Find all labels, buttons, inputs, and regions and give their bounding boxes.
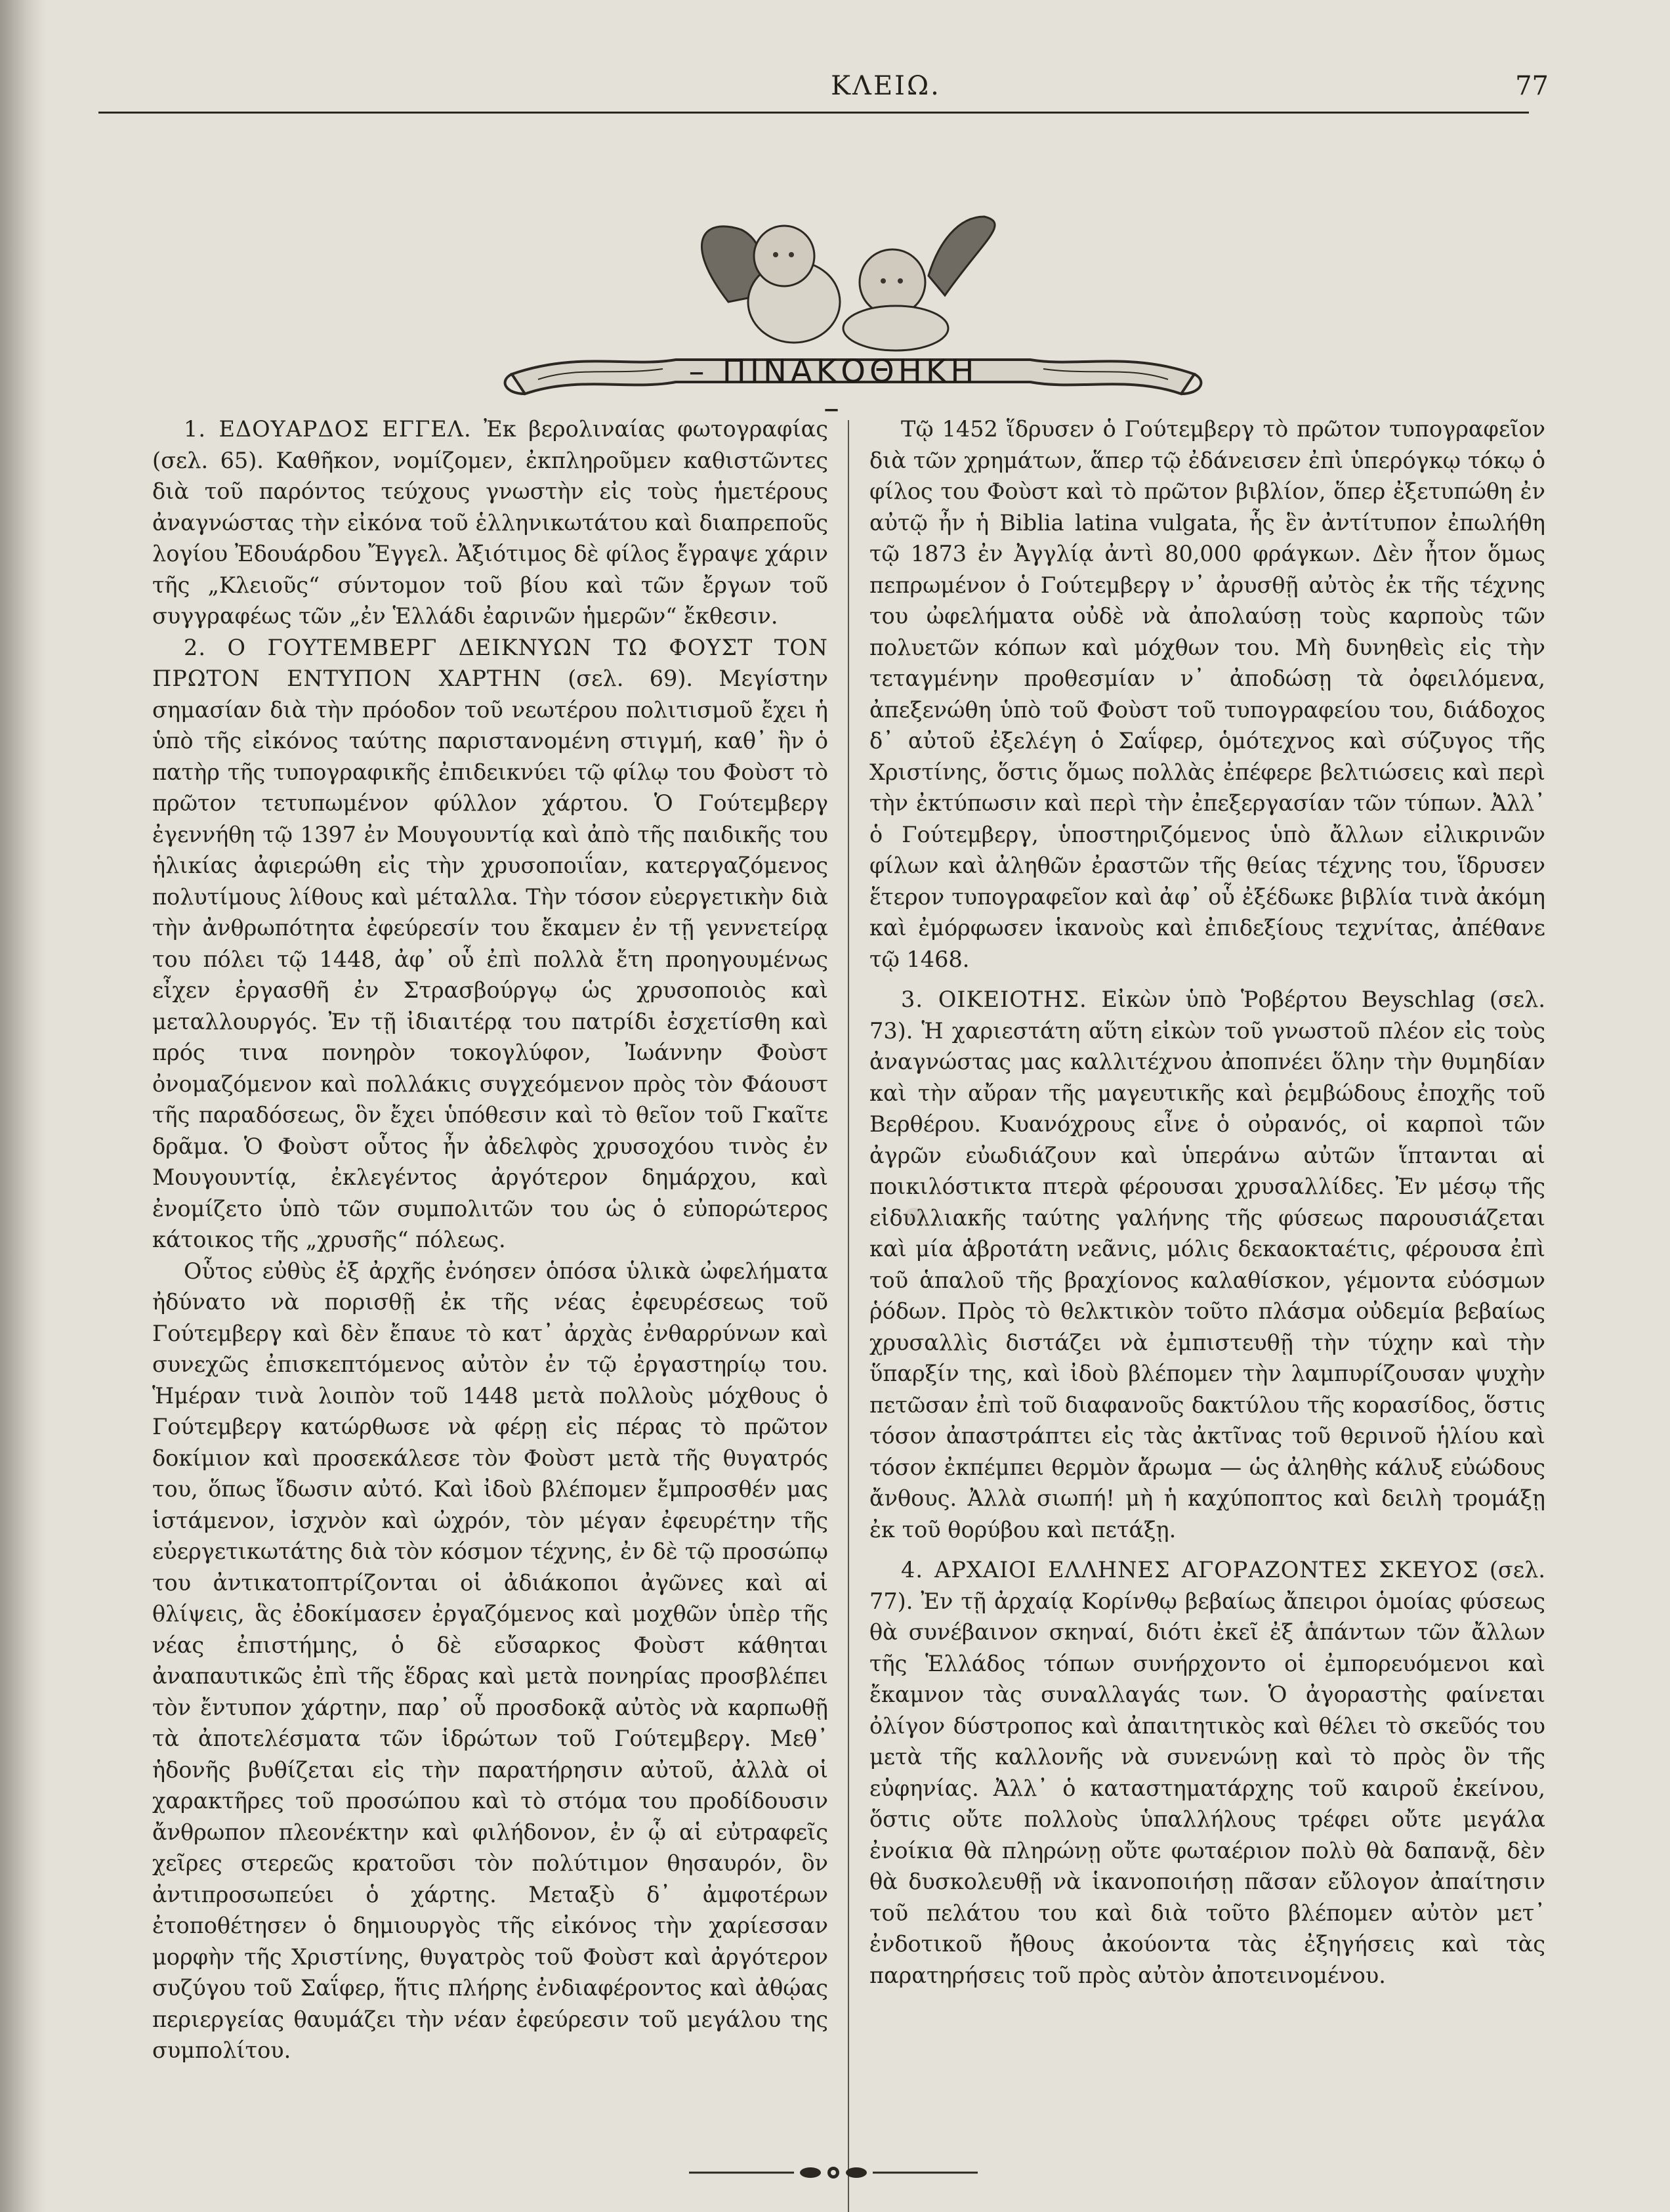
item-1-heading: 1. ΕΔΟΥΑΡΔΟΣ ΕΓΓΕΛ. [184, 416, 472, 442]
item-2-heading: 2. Ο ΓΟΥΤΕΜΒΕΡΓ ΔΕΙΚΝΥΩΝ ΤΩ ΦΟΥΣΤ ΤΟΝ ΠΡΩΤΟΝ ΕΝΤΥΠΟΝ ΧΑΡΤΗΝ [152, 634, 828, 691]
column-divider [848, 420, 849, 2212]
item-2-paragraph [152, 632, 828, 1256]
item-4-paragraph [869, 1554, 1545, 1991]
closing-ornament [682, 2159, 984, 2186]
gutenberg-continuation: Τῷ 1452 ἵδρυσεν ὁ Γούτεμβεργ τὸ πρῶτον τυπογραφεῖον διὰ τῶν χρημάτων, ἅπερ τῷ ἐδάνεισεν ἐπὶ ὑπερόγκῳ τόκῳ ὁ φίλος του Φοὺστ καὶ τὸ πρῶτον βιβλίον, ὅπερ ἐξετυπώθη ἐν αὐτῷ ἦν ἡ Biblia latina vulgata, ἧς ἓν ἀντίτυπον ἐπωλήθη τῷ 1873 ἐν Ἀγγλίᾳ ἀντὶ 80,000 φράγκων. Δὲν ἦτον ὅμως πεπρωμένον ὁ Γούτεμβεργ ν᾽ ἀρυσθῇ αὐτὸς ἐκ τῆς τέχνης του ὠφελήματα οὐδὲ νὰ ἀπολαύσῃ τοὺς καρποὺς τῶν πολυετῶν κόπων καὶ μόχθων του. Μὴ δυνηθεὶς εἰς τὴν τεταγμένην προθεσμίαν ν᾽ ἀποδώσῃ τὰ ὀφειλόμενα, ἀπεξενώθη ὑπὸ τοῦ Φοὺστ τοῦ τυπογραφείου του, διάδοχος δ᾽ αὐτοῦ ἐξελέγη ὁ Σαΐφερ, ὁμότεχνος καὶ σύζυγος τῆς Χριστίνης, ὅστις ὅμως πολλὰς ἐπέφερε βελτιώσεις καὶ περὶ τὴν ἐκτύπωσιν καὶ περὶ τὴν ἐπεξεργασίαν τῶν τύπων. Ἀλλ᾽ ὁ Γούτεμβεργ, ὑποστηριζόμενος ὑπὸ ἄλλων εἰλικρινῶν φίλων καὶ ἀληθῶν ἐραστῶν τῆς θείας τέχνης του, ἵδρυσεν ἕτερον τυπογραφεῖον καὶ ἀφ᾽ οὗ ἐξέδωκε βιβλία τινὰ ἀκόμη καὶ ἐμόρφωσεν ἱκανοὺς καὶ ἐπιδεξίους τεχνίτας, ἀπέθανε τῷ 1468. [869, 416, 1545, 972]
left-column [152, 414, 828, 2066]
pinakothiki-banner-label: – ΠΙΝΑΚΟΘΗΚΗ – [688, 353, 978, 427]
running-header-title: ΚΛΕΙΩ. [831, 71, 941, 101]
item-4-text: (σελ. 77). Ἐν τῇ ἀρχαίᾳ Κορίνθῳ βεβαίως ἄπειροι ὁμοίας φύσεως θὰ συνέβαινον σκηναί, διότι ἐκεῖ ἐξ ἁπάντων τῶν ἄλλων τῆς Ἑλλάδος τόπων συνήρχοντο οἱ ἐμπορευόμενοι καὶ ἔκαμνον τὰς συναλλαγάς των. Ὁ ἀγοραστὴς φαίνεται ὀλίγον δύστροπος καὶ ἀπαιτητικὸς καὶ θέλει τὸ σκεῦός του μετὰ τῆς καλλονῆς νὰ συνενώνῃ καὶ τὸ πρὸς ὃν τῆς εὐφηνίας. Ἀλλ᾽ ὁ καταστηματάρχης τοῦ καιροῦ ἐκείνου, ὅστις οὔτε πολλοὺς ὑπαλλήλους τρέφει οὔτε μεγάλα ἐνοίκια θὰ πληρώνῃ οὔτε φωταέριον πολὺ θὰ δαπανᾷ, δὲν θὰ δυσκολευθῇ νὰ ἱκανοποιήσῃ πᾶσαν εὔλογον ἀπαίτησιν τοῦ πελάτου του καὶ διὰ τοῦτο βλέπομεν αὐτὸν μετ᾽ ἐνδοτικοῦ ἤθους ἀκούοντα τὰς ἐξηγήσεις καὶ τὰς παρατηρήσεις τοῦ πρὸς αὐτὸν ἀποτεινομένου. [869, 1557, 1546, 1988]
item-3-heading: 3. ΟΙΚΕΙΟΤΗΣ. [901, 987, 1087, 1012]
item-1-paragraph [152, 414, 828, 632]
item-3-paragraph [869, 984, 1545, 1545]
book-gutter-shadow [0, 0, 46, 2212]
right-column [869, 414, 1545, 1991]
item-4-heading: 4. ΑΡΧΑΙΟΙ ΕΛΛΗΝΕΣ ΑΓΟΡΑΖΟΝΤΕΣ ΣΚΕΥΟΣ [901, 1557, 1479, 1583]
item-3-text: Εἰκὼν ὑπὸ Ῥοβέρτου Beyschlag (σελ. 73). Ἡ χαριεστάτη αὕτη εἰκὼν τοῦ γνωστοῦ πλέον εἰς τοὺς ἀναγνώστας μας καλλιτέχνου ἀποπνέει ὅλην τὴν θυμηδίαν καὶ τὴν αὔραν τῆς μαγευτικῆς καὶ ῥεμβώδους ἐποχῆς τοῦ Βερθέρου. Κυανόχρους εἶνε ὁ οὐρανός, οἱ καρποὶ τῶν ἀγρῶν εὐωδιάζουν καὶ ὑπεράνω αὐτῶν ἵπτανται αἱ ποικιλόστικτα πτερὰ φέρουσαι χρυσαλλίδες. Ἐν μέσῳ τῆς εἰδυλλιακῆς ταύτης γαλήνης τῆς φύσεως παρουσιάζεται καὶ μία ἁβροτάτη νεᾶνις, μόλις δεκαοκταέτις, φέρουσα ἐπὶ τοῦ ἁπαλοῦ τῆς βραχίονος καλαθίσκον, γέμοντα εὐόσμων ῥόδων. Πρὸς τὸ θελκτικὸν τοῦτο πλάσμα οὐδεμία βεβαίως χρυσαλλὶς διστάζει νὰ ἐμπιστευθῇ τὴν τύχην καὶ τὴν ὕπαρξίν της, καὶ ἰδοὺ βλέπομεν τὴν λαμπυρίζουσαν ψυχὴν πετῶσαν ἐπὶ τοῦ διαφανοῦς δακτύλου τῆς κορασίδος, ὅστις τόσον ἀπαστράπτει εἰς τὰς ἀκτῖνας τοῦ θερινοῦ ἡλίου καὶ τόσον ἐκπέμπει θερμὸν ἄρωμα — ὡς ἀληθὴς κάλυξ εὐώδους ἄνθους. Ἀλλὰ σιωπή! μὴ ἡ καχύποπτος καὶ δειλὴ τρομάξῃ ἐκ τοῦ θορύβου καὶ πετάξῃ. [869, 987, 1545, 1542]
item-2-text: (σελ. 69). Μεγίστην σημασίαν διὰ τὴν πρόοδον τοῦ νεωτέρου πολιτισμοῦ ἔχει ἡ ὑπὸ τῆς εἰκόνος ταύτης παριστανομένη στιγμή, καθ᾽ ἣν ὁ πατὴρ τῆς τυπογραφικῆς ἐπιδεικνύει τῷ φίλῳ του Φοὺστ τὸ πρῶτον τετυπωμένον φύλλον χάρτου. Ὁ Γούτεμβεργ ἐγεννήθη τῷ 1397 ἐν Μουγουντίᾳ καὶ ἀπὸ τῆς παιδικῆς του ἡλικίας ἀφιερώθη εἰς τὴν χρυσοποιΐαν, κατεργαζόμενος πολυτίμους λίθους καὶ μέταλλα. Τὴν τόσον εὐεργετικὴν διὰ τὴν ἀνθρωπότητα ἐφεύρεσίν του ἔκαμεν ἐν τῇ γεννετείρᾳ του πόλει τῷ 1448, ἀφ᾽ οὗ ἐπὶ πολλὰ ἔτη προηγουμένως εἶχεν ἐργασθῆ ἐν Στρασβούργῳ ὡς χρυσοποιὸς καὶ μεταλλουργός. Ἐν τῇ ἰδιαιτέρᾳ του πατρίδι ἐσχετίσθη καὶ πρός τινα πονηρὸν τοκογλύφον, Ἰωάννην Φοὺστ ὀνομαζόμενον καὶ πολλάκις συγχεόμενον πρὸς τὸν Φάουστ τῆς παραδόσεως, ὃν ἔχει ὑπόθεσιν καὶ τὸ θεῖον τοῦ Γκαῖτε δρᾶμα. Ὁ Φοὺστ οὗτος ἦν ἀδελφὸς χρυσοχόου τινὸς ἐν Μουγουντίᾳ, ἐκλεγέντος ἀργότερον δημάρχου, καὶ ἐνομίζετο ὑπὸ τῶν συμπολιτῶν του ὡς ὁ εὐπορώτερος κάτοικος τῆς „χρυσῆς“ πόλεως. [152, 666, 828, 1252]
item-1-text: Ἐκ βερολιναίας φωτογραφίας (σελ. 65). Καθῆκον, νομίζομεν, ἐκπληροῦμεν καθιστῶντες διὰ τοῦ παρόντος τεύχους γνωστὴν εἰς τοὺς ἡμετέρους ἀναγνώστας τὴν εἰκόνα τοῦ ἑλληνικωτάτου καὶ διαπρεποῦς λογίου Ἐδουάρδου Ἔγγελ. Ἀξιότιμος δὲ φίλος ἔγραψε χάριν τῆς „Κλειοῦς“ σύντομον τοῦ βίου καὶ τῶν ἔργων τοῦ συγγραφέως τῶν „ἐν Ἑλλάδι ἐαρινῶν ἡμερῶν“ ἔκθεσιν. [152, 416, 828, 629]
header-rule [98, 112, 1529, 114]
item-2-continuation: Οὗτος εὐθὺς ἐξ ἀρχῆς ἐνόησεν ὁπόσα ὑλικὰ ὠφελήματα ἠδύνατο νὰ πορισθῇ ἐκ τῆς νέας ἐφευρέσεως τοῦ Γούτεμβεργ καὶ δὲν ἔπαυε τὸ κατ᾽ ἀρχὰς ἐνθαρρύνων καὶ συνεχῶς ἐπισκεπτόμενος αὐτὸν ἐν τῷ ἐργαστηρίῳ του. Ἡμέραν τινὰ λοιπὸν τοῦ 1448 μετὰ πολλοὺς μόχθους ὁ Γούτεμβεργ κατώρθωσε νὰ φέρῃ εἰς πέρας τὸ πρῶτον δοκίμιον καὶ προσεκάλεσε τὸν Φοὺστ μετὰ τῆς θυγατρός του, ὅπως ἴδωσιν αὐτό. Καὶ ἰδοὺ βλέπομεν ἔμπροσθέν μας ἱστάμενον, ἰσχνὸν καὶ ὠχρόν, τὸν μέγαν ἐφευρέτην τῆς εὐεργετικωτάτης διὰ τὸν κόσμον τέχνης, ἐν δὲ τῷ προσώπῳ του ἀντικατοπτρίζονται οἱ ἀδιάκοποι ἀγῶνες καὶ αἱ θλίψεις, ἃς ἐδοκίμασεν ἐργαζόμενος καὶ μοχθῶν ὑπὲρ τῆς νέας ἐπιστήμης, ὁ δὲ εὔσαρκος Φοὺστ κάθηται ἀναπαυτικῶς ἐπὶ τῆς ἕδρας καὶ μετὰ πονηρίας προσβλέπει τὸν ἔντυπον χάρτην, παρ᾽ οὗ προσδοκᾷ αὐτὸς νὰ καρπωθῇ τὰ ἀποτελέσματα τῶν ἱδρώτων τοῦ Γούτεμβεργ. Μεθ᾽ ἡδονῆς βυθίζεται εἰς τὴν παρατήρησιν αὐτοῦ, ἀλλὰ οἱ χαρακτῆρες τοῦ προσώπου καὶ τὸ στόμα του προδίδουσιν ἄνθρωπον πλεονέκτην καὶ φιλήδονον, ἐν ᾧ αἱ εὐτραφεῖς χεῖρες στερεῶς κρατοῦσι τὸν πολύτιμον θησαυρόν, ὃν ἀντιπροσωπεύει ὁ χάρτης. Μεταξὺ δ᾽ ἀμφοτέρων ἐτοποθέτησεν ὁ δημιουργὸς τῆς εἰκόνος τὴν χαρίεσσαν μορφὴν τῆς Χριστίνης, θυγατρὸς τοῦ Φοὺστ καὶ ἀργότερον συζύγου τοῦ Σαΐφερ, ἥτις πλήρης ἐνδιαφέροντος καὶ ἀθῴας περιεργείας θαυμάζει τὴν νέαν ἐφεύρεσιν τοῦ μεγάλου της συμπολίτου. [152, 1258, 828, 2063]
page-number: 77 [1515, 71, 1549, 101]
